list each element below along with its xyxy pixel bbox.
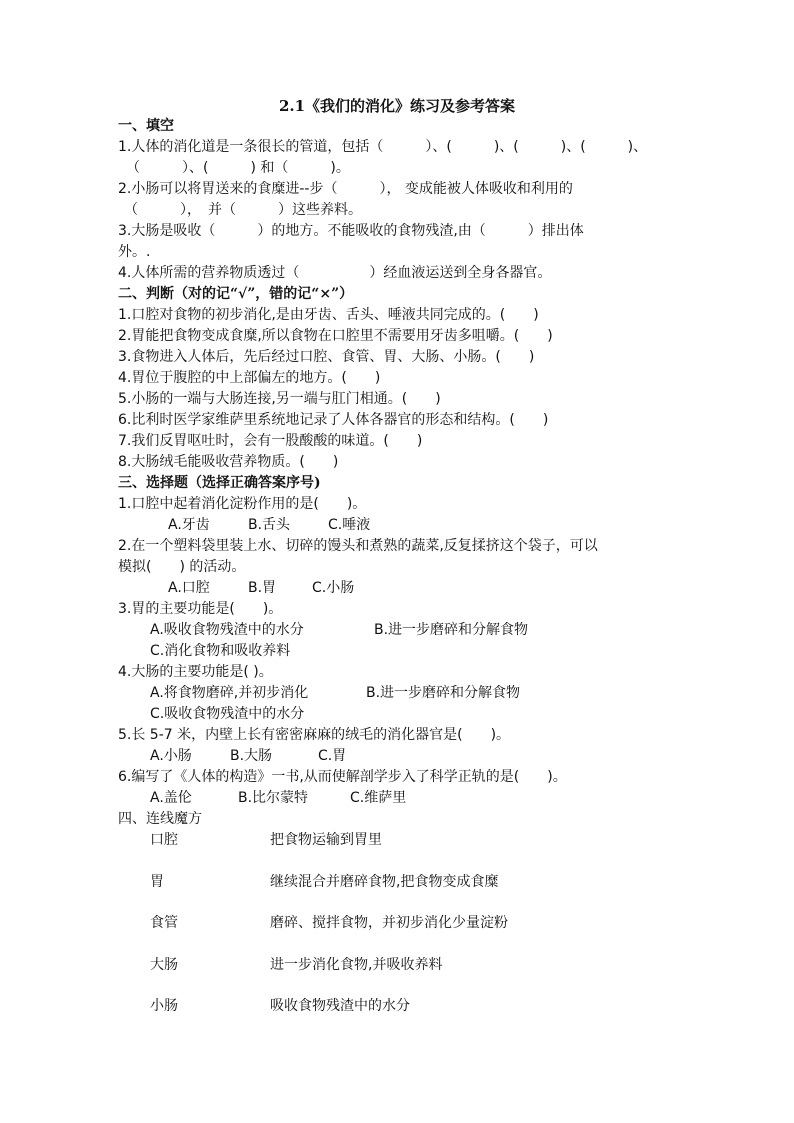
choice-option: C.吸收食物残渣中的水分 [150, 706, 305, 722]
matching-row [118, 996, 703, 1038]
fill-blank-line: （ ）， 并（ ）这些养料。 [124, 202, 362, 218]
matching-function: 磨碎、搅拌食物，并初步消化少量淀粉 [270, 915, 508, 931]
fill-blank-line: 3.大肠是吸收（ ）的地方。不能吸收的食物残渣,由（ ）排出体 [118, 223, 584, 239]
choice-question-continued: 模拟( ) 的活动。 [118, 559, 246, 575]
fill-blank-line: （ ）、( ) 和（ )。 [126, 160, 350, 176]
matching-function: 继续混合并磨碎食物,把食物变成食糜 [270, 873, 499, 890]
matching-organ: 口腔 [150, 832, 178, 848]
true-false-item: 4.胃位于腹腔的中上部偏左的地方。( ) [118, 370, 381, 386]
choice-option: A.小肠 [150, 748, 192, 764]
choice-question: 2.在一个塑料袋里装上水、切碎的馒头和煮熟的蔬菜,反复揉挤这个袋子，可以 [118, 538, 598, 554]
choice-option: A.口腔 [168, 580, 210, 596]
matching-function: 把食物运输到胃里 [270, 832, 382, 848]
choice-options [118, 788, 703, 809]
choice-options [118, 704, 703, 725]
matching-table [118, 830, 703, 1038]
choice-question: 6.编写了《人体的构造》一书,从而使解剖学步入了科学正轨的是( )。 [118, 769, 567, 785]
choice-question: 5.长 5-7 米，内壁上长有密密麻麻的绒毛的消化器官是( )。 [118, 727, 511, 743]
choice-option: C.小肠 [312, 580, 355, 596]
true-false-item: 1.口腔对食物的初步消化,是由牙齿、舌头、唾液共同完成的。( ) [118, 307, 539, 323]
choice-option: C.唾液 [328, 517, 371, 533]
fill-blank-line: 2.小肠可以将胃送来的食糜进--步（ ）， 变成能被人体吸收和利用的 [118, 181, 573, 197]
true-false-item: 2.胃能把食物变成食糜,所以食物在口腔里不需要用牙齿多咀嚼。( ) [118, 328, 553, 344]
matching-organ: 食管 [150, 915, 178, 931]
choice-option: A.牙齿 [168, 517, 210, 533]
true-false-item: 8.大肠绒毛能吸收营养物质。( ) [118, 454, 339, 470]
true-false-item: 6.比利时医学家维萨里系统地记录了人体各器官的形态和结构。( ) [118, 412, 549, 428]
document-content [118, 116, 703, 1038]
choice-options [118, 746, 703, 767]
matching-row [118, 872, 703, 914]
choice-option: B.比尔蒙特 [238, 790, 309, 806]
matching-function: 吸收食物残渣中的水分 [270, 998, 410, 1014]
choice-option: A.盖伦 [150, 790, 192, 806]
true-false-item: 3.食物进入人体后，先后经过口腔、食管、胃、大肠、小肠。( ) [118, 349, 535, 365]
choice-option: C.维萨里 [350, 790, 407, 806]
choice-option: B.大肠 [230, 748, 273, 764]
matching-row [118, 955, 703, 997]
choice-options [118, 578, 703, 599]
fill-blank-line: 1.人体的消化道是一条很长的管道，包括（ ）、( )、( )、( )、 [118, 139, 648, 155]
choice-option: B.胃 [248, 580, 277, 596]
matching-row [118, 830, 703, 872]
fill-blank-line: 4.人体所需的营养物质透过（ ）经血液运送到全身各器官。 [118, 265, 552, 281]
choice-options [118, 683, 703, 704]
section-heading-matching: 四、连线魔方 [118, 811, 202, 827]
section-heading-true-false: 二、判断（对的记“√”，错的记“×”） [118, 286, 354, 302]
matching-row [118, 913, 703, 955]
choice-option: B.进一步磨碎和分解食物 [374, 622, 529, 638]
choice-option: B.进一步磨碎和分解食物 [366, 685, 521, 701]
true-false-item: 7.我们反胃呕吐时，会有一股酸酸的味道。( ) [118, 433, 423, 449]
choice-option: B.舌头 [248, 517, 291, 533]
choice-options [118, 641, 703, 662]
choice-options [118, 620, 703, 641]
matching-organ: 小肠 [150, 998, 178, 1014]
choice-option: A.将食物磨碎,并初步消化 [150, 685, 309, 701]
choice-question: 4.大肠的主要功能是( )。 [118, 664, 273, 680]
choice-option: C.消化食物和吸收养料 [150, 643, 291, 659]
matching-organ: 胃 [150, 873, 164, 890]
document-title: 2.1《我们的消化》练习及参考答案 [278, 97, 516, 115]
choice-options [118, 515, 703, 536]
fill-blank-line: 外。. [118, 244, 151, 260]
choice-option: A.吸收食物残渣中的水分 [150, 622, 304, 638]
true-false-item: 5.小肠的一端与大肠连接,另一端与肛门相通。( ) [118, 391, 441, 407]
matching-function: 进一步消化食物,并吸收养料 [270, 956, 443, 973]
section-heading-fill-blank: 一、填空 [118, 118, 174, 134]
choice-option: C.胃 [318, 748, 347, 764]
choice-question: 3.胃的主要功能是( )。 [118, 601, 283, 617]
section-heading-multiple-choice: 三、选择题（选择正确答案序号) [118, 475, 321, 491]
choice-question: 1.口腔中起着消化淀粉作用的是( )。 [118, 496, 367, 512]
matching-organ: 大肠 [150, 956, 178, 973]
